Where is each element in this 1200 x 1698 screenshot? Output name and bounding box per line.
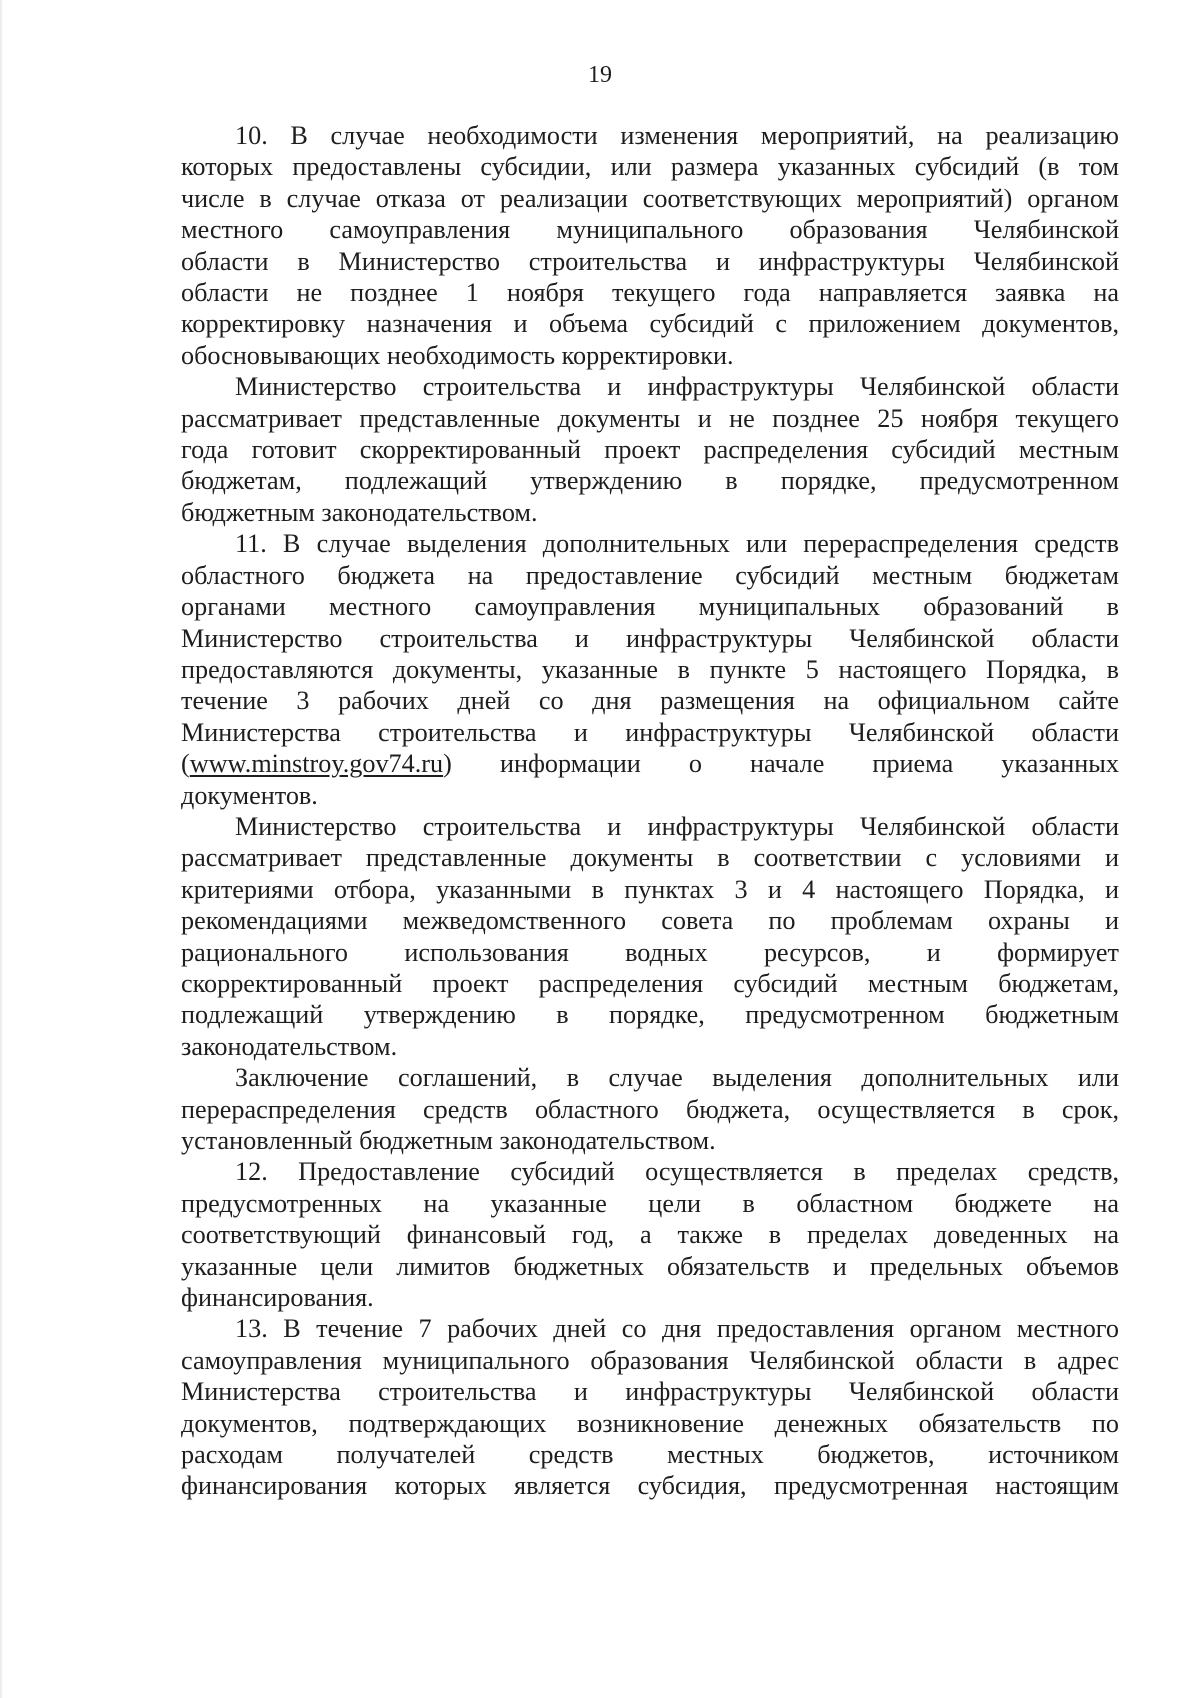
- text-line: подлежащий утверждению в порядке, предусмотренном бюджетным: [181, 1000, 1119, 1030]
- text-line: документов.: [181, 780, 318, 810]
- text-line: перераспределения средств областного бюджета, осуществляется в срок,: [181, 1094, 1119, 1124]
- paragraph-11-ministry: [181, 811, 1119, 1062]
- text-line: Министерство строительства и инфраструктуры Челябинской области: [235, 372, 1119, 402]
- text-line: предусмотренных на указанные цели в областном бюджете на: [181, 1188, 1119, 1218]
- text-line: 10. В случае необходимости изменения мероприятий, на реализацию: [235, 121, 1119, 150]
- paragraph-11-agreements: [181, 1062, 1119, 1156]
- text-line: предоставляются документы, указанные в пункте 5 настоящего Порядка, в: [181, 654, 1119, 684]
- text-line: Министерство строительства и инфраструктуры Челябинской области: [235, 811, 1119, 841]
- paren-close: ): [443, 749, 452, 779]
- text-line: Заключение соглашений, в случае выделения дополнительных или: [235, 1063, 1119, 1093]
- text-line: органами местного самоуправления муниципальных образований в: [181, 592, 1119, 622]
- text-line: скорректированный проект распределения субсидий местным бюджетам,: [181, 968, 1119, 998]
- text-line: 13. В течение 7 рабочих дней со дня предоставления органом местного: [235, 1314, 1119, 1344]
- text-line: области не позднее 1 ноября текущего года направляется заявка на: [181, 278, 1119, 308]
- text-line: бюджетам, подлежащий утверждению в порядке, предусмотренном: [181, 466, 1119, 496]
- text-line: местного самоуправления муниципального образования Челябинской: [181, 215, 1119, 245]
- text-line: документов, подтверждающих возникновение денежных обязательств по: [181, 1408, 1119, 1438]
- text-line: которых предоставлены субсидии, или размера указанных субсидий (в том: [181, 152, 1119, 182]
- text-line: указанные цели лимитов бюджетных обязательств и предельных объемов: [181, 1251, 1119, 1281]
- text-line: расходам получателей средств местных бюджетов, источником: [181, 1440, 1119, 1470]
- text-line: Министерства строительства и инфраструктуры Челябинской области: [181, 1377, 1119, 1407]
- paren-open: (: [181, 749, 190, 779]
- text-line: обосновывающих необходимость корректировки.: [181, 340, 734, 370]
- text-line: бюджетным законодательством.: [181, 497, 538, 527]
- text-line: рассматривает представленные документы и не позднее 25 ноября текущего: [181, 403, 1119, 433]
- text-line: области в Министерство строительства и инфраструктуры Челябинской: [181, 246, 1119, 276]
- paragraph-11: [181, 528, 1119, 811]
- text-line: числе в случае отказа от реализации соответствующих мероприятий) органом: [181, 183, 1119, 213]
- text-line: финансирования которых является субсидия, предусмотренная настоящим: [181, 1471, 1119, 1501]
- text-line: установленный бюджетным законодательством.: [181, 1126, 716, 1155]
- text-line: 11. В случае выделения дополнительных или перераспределения средств: [235, 529, 1119, 559]
- text-line: рассматривает представленные документы в соответствии с условиями и: [181, 843, 1119, 873]
- text-line: Министерство строительства и инфраструктуры Челябинской области: [181, 623, 1119, 653]
- paragraph-12: [181, 1156, 1119, 1313]
- text-line: законодательством.: [181, 1031, 398, 1061]
- text-line: самоуправления муниципального образования Челябинской области в адрес: [181, 1345, 1119, 1375]
- page-number: 19: [588, 62, 612, 88]
- text-line: соответствующий финансовый год, а также в пределах доведенных на: [181, 1220, 1119, 1250]
- text-line: рекомендациями межведомственного совета по проблемам охраны и: [181, 906, 1119, 936]
- paragraph-10-ministry: [181, 371, 1119, 528]
- document-body: [181, 120, 1119, 1502]
- text-line: областного бюджета на предоставление субсидий местным бюджетам: [181, 560, 1119, 590]
- text-line: 12. Предоставление субсидий осуществляется в пределах средств,: [235, 1157, 1119, 1187]
- link-line-rest: информации о начале приема указанных: [499, 749, 1119, 779]
- text-line: рационального использования водных ресурсов, и формирует: [181, 937, 1119, 967]
- text-line: Министерства строительства и инфраструктуры Челябинской области: [181, 717, 1119, 747]
- text-line: года готовит скорректированный проект распределения субсидий местным: [181, 435, 1119, 465]
- text-line: финансирования.: [181, 1283, 374, 1313]
- text-line-with-link: [181, 748, 1119, 779]
- ministry-website-link[interactable]: www.minstroy.gov74.ru: [189, 749, 444, 779]
- paragraph-10: [181, 120, 1119, 371]
- paragraph-13: [181, 1313, 1119, 1501]
- text-line: критериями отбора, указанными в пунктах 3 и 4 настоящего Порядка, и: [181, 874, 1119, 904]
- text-line: течение 3 рабочих дней со дня размещения на официальном сайте: [181, 686, 1119, 716]
- text-line: корректировку назначения и объема субсидий с приложением документов,: [181, 309, 1119, 339]
- scan-edge: [0, 0, 3, 1698]
